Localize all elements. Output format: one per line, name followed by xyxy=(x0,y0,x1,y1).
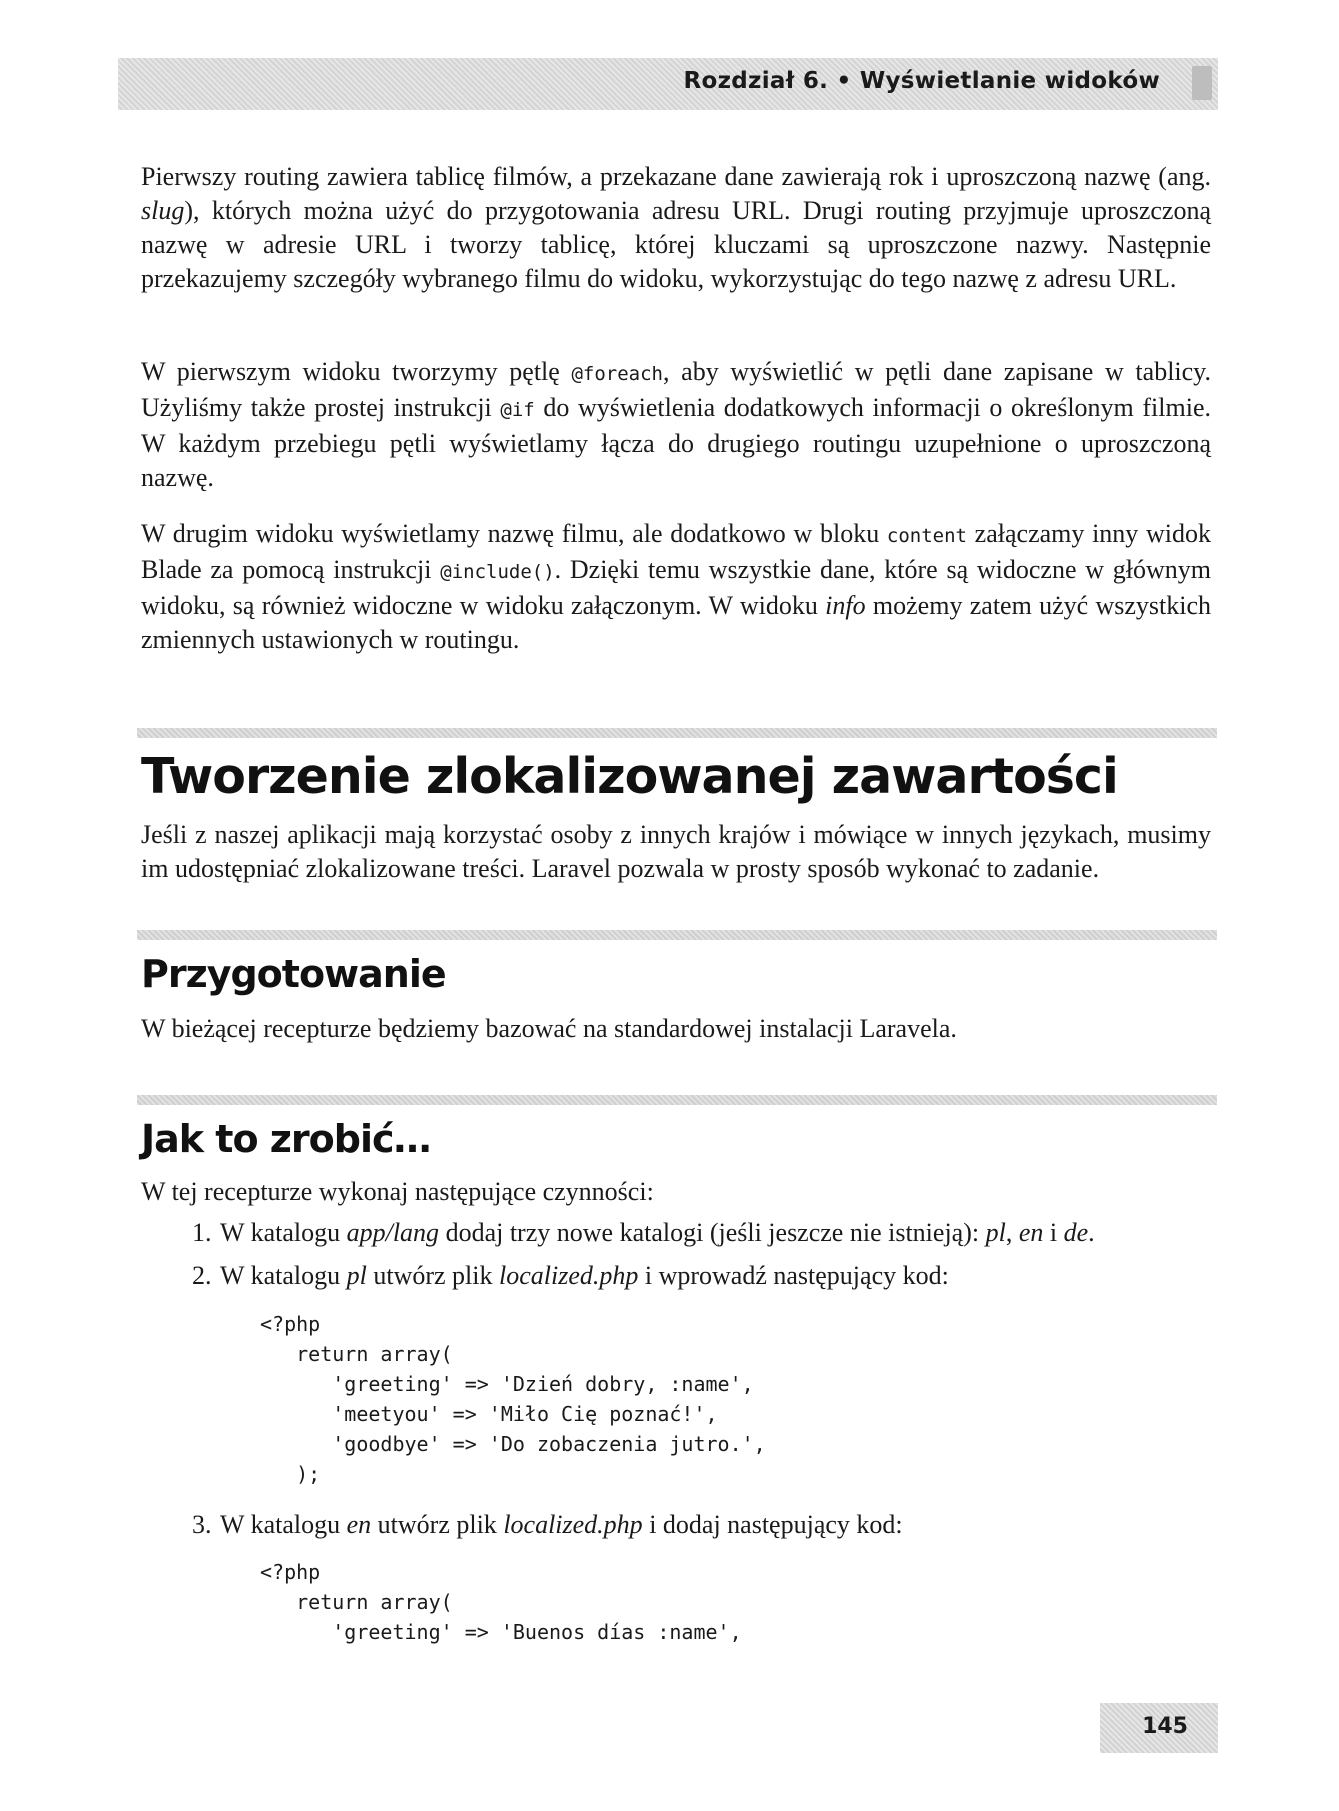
step-3-text-a: W katalogu xyxy=(220,1510,347,1539)
p3-code-include: @include() xyxy=(440,561,555,583)
step-3 xyxy=(192,1508,903,1542)
step-1-text-c: , xyxy=(1005,1218,1019,1247)
code-line: return array( xyxy=(260,1590,453,1614)
page-number-box xyxy=(1100,1703,1218,1753)
p2-text-c: do wyświetlenia dodatkowych informacji o określonym filmie. W każdym przebiegu pętli wyświetlamy łącza do drugiego routingu uzupełnione o uproszczoną nazwę. xyxy=(141,393,1211,492)
step-1-text-a: W katalogu xyxy=(220,1218,347,1247)
paragraph-6: W tej recepturze wykonaj następujące czynności: xyxy=(141,1177,654,1206)
code-line: <?php xyxy=(260,1560,321,1584)
step-2-file: localized.php xyxy=(499,1261,639,1290)
step-1-dir-pl: pl xyxy=(985,1218,1006,1247)
step-2-dir: pl xyxy=(346,1261,367,1290)
section-rule-1 xyxy=(137,728,1217,738)
step-2-text-b: utwórz plik xyxy=(366,1261,499,1290)
code-line: return array( xyxy=(260,1342,453,1366)
code-line: ); xyxy=(260,1462,321,1486)
step-2-text-c: i wprowadź następujący kod: xyxy=(638,1261,949,1290)
subheading-przygotowanie: Przygotowanie xyxy=(141,952,446,996)
section-heading: Tworzenie zlokalizowanej zawartości xyxy=(141,748,1118,805)
p1-text-a: Pierwszy routing zawiera tablicę filmów, a przekazane dane zawierają rok i uproszczoną nazwę (ang. xyxy=(141,162,1211,191)
section-rule-3 xyxy=(137,1095,1217,1105)
step-2-text-a: W katalogu xyxy=(220,1261,347,1290)
step-1-number: 1. xyxy=(192,1218,212,1247)
p3-code-content: content xyxy=(886,525,967,547)
paragraph-2 xyxy=(141,355,1211,495)
step-1-dir-en: en xyxy=(1018,1218,1044,1247)
step-1-path: app/lang xyxy=(346,1218,440,1247)
p2-code-foreach: @foreach xyxy=(571,363,663,385)
p3-info-term: info xyxy=(825,591,866,620)
step-1-text-b: dodaj trzy nowe katalogi (jeśli jeszcze nie istnieją): xyxy=(439,1218,986,1247)
running-header xyxy=(118,58,1218,110)
step-1-text-e: . xyxy=(1088,1218,1095,1247)
section-rule-2 xyxy=(137,930,1217,940)
step-1 xyxy=(192,1216,1095,1250)
paragraph-1 xyxy=(141,160,1211,296)
step-1-text-d: i xyxy=(1043,1218,1064,1247)
code-line: <?php xyxy=(260,1312,321,1336)
code-line: 'meetyou' => 'Miło Cię poznać!', xyxy=(260,1402,718,1426)
step-3-text-b: utwórz plik xyxy=(371,1510,504,1539)
code-line: 'goodbye' => 'Do zobaczenia jutro.', xyxy=(260,1432,766,1456)
step-2 xyxy=(192,1259,949,1293)
chapter-title: Rozdział 6. • Wyświetlanie widoków xyxy=(683,68,1160,94)
p3-text-b: załączamy inny widok Blade za pomocą instrukcji xyxy=(141,519,1211,584)
p3-text-d: możemy zatem użyć wszystkich zmiennych ustawionych w routingu. xyxy=(141,591,1212,654)
step-3-number: 3. xyxy=(192,1510,212,1539)
paragraph-4: Jeśli z naszej aplikacji mają korzystać osoby z innych krajów i mówiące w innych językach, musimy im udostępniać zlokalizowane treści. Laravel pozwala w prosty sposób wykonać to zadanie. xyxy=(141,820,1211,883)
subheading-jak-to-zrobic: Jak to zrobić… xyxy=(141,1117,431,1161)
code-block-pl xyxy=(260,1309,766,1489)
p2-code-if: @if xyxy=(500,399,535,421)
step-3-file: localized.php xyxy=(503,1510,643,1539)
p2-text-a: W pierwszym widoku tworzymy pętlę xyxy=(141,357,572,386)
code-line: 'greeting' => 'Dzień dobry, :name', xyxy=(260,1372,754,1396)
code-block-en xyxy=(260,1557,742,1647)
step-3-dir: en xyxy=(346,1510,372,1539)
step-1-dir-de: de xyxy=(1063,1218,1089,1247)
header-tab-marker xyxy=(1192,66,1212,100)
page-number: 145 xyxy=(1142,1714,1188,1739)
paragraph-3 xyxy=(141,517,1211,657)
p1-text-b: ), których można użyć do przygotowania adresu URL. Drugi routing przyjmuje uproszczoną nazwę w adresie URL i tworzy tablicę, której kluczami są uproszczone nazwy. Następnie przekazujemy szczegóły wybranego filmu do widoku, wykorzystując do tego nazwę z adresu URL. xyxy=(141,196,1211,293)
code-line: 'greeting' => 'Buenos días :name', xyxy=(260,1620,742,1644)
p3-text-a: W drugim widoku wyświetlamy nazwę filmu, ale dodatkowo w bloku xyxy=(141,519,887,548)
p3-text-c: . Dzięki temu wszystkie dane, które są widoczne w głównym widoku, są również widoczne w widoku załączonym. W widoku xyxy=(141,555,1211,620)
paragraph-5: W bieżącej recepturze będziemy bazować na standardowej instalacji Laravela. xyxy=(141,1014,957,1043)
step-2-number: 2. xyxy=(192,1261,212,1290)
p1-slug-term: slug xyxy=(141,196,185,225)
p2-text-b: , aby wyświetlić w pętli dane zapisane w tablicy. Użyliśmy także prostej instrukcji xyxy=(141,357,1211,422)
step-3-text-c: i dodaj następujący kod: xyxy=(642,1510,903,1539)
